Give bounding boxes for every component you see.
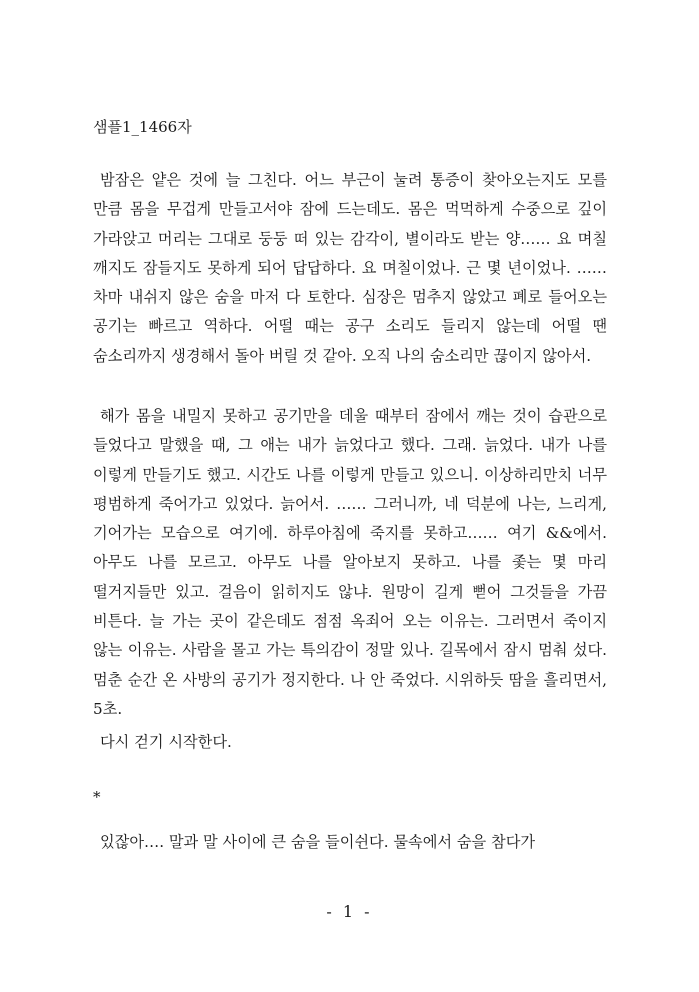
paragraph-2-text: 해가 몸을 내밀지 못하고 공기만을 데울 때부터 잠에서 깨는 것이 습관으로 들었다고 말했을 때, 그 애는 내가 늙었다고 했다. 그래. 늙었다. 내가 나를 이렇게 만들기도 했고. 시간도 나를 이렇게 만들고 있으니. 이상하리만치 너무 평범하게 죽어가고 있었다. 늙어서. …… 그러니까, 네 덕분에 나는, 느리게, 기어가는 모습으로 여기에. 하루아침에 죽지를 못하고…… 여기 &&에서. 아무도 나를 모르고. 아무도 나를 알아보지 못하고. 나를 좇는 몇 마리 떨거지들만 있고. 걸음이 읽히지도 않냐. 원망이 길게 뻗어 그것들을 가끔 비튼다. 늘 가는 곳이 같은데도 점점 옥죄어 오는 이유는. 그러면서 죽이지 않는 이유는. 사람을 몰고 가는 특의감이 정말 있나. 길목에서 잠시 멈춰 섰다. 멈춘 순간 온 사방의 공기가 정지한다. 나 안 죽었다. 시위하듯 땀을 흘리면서, 5초. <box>93 407 607 718</box>
document-title: 샘플1_1466자 <box>93 118 192 136</box>
paragraph-2 <box>93 402 607 724</box>
paragraph-4 <box>93 828 607 857</box>
paragraph-3-text: 다시 걷기 시작한다. <box>100 733 232 751</box>
paragraph-1-text: 밤잠은 얕은 것에 늘 그친다. 어느 부근이 눌려 통증이 찾아오는지도 모를 만큼 몸을 무겁게 만들고서야 잠에 드는데도. 몸은 먹먹하게 수중으로 깊이 가라앉고 머리는 그대로 둥둥 떠 있는 감각이, 별이라도 받는 양…… 요 며칠 깨지도 잠들지도 못하게 되어 답답하다. 요 며칠이었나. 근 몇 년이었나. …… 차마 내쉬지 않은 숨을 마저 다 토한다. 심장은 멈추지 않았고 폐로 들어오는 공기는 빠르고 역하다. 어떨 때는 공구 소리도 들리지 않는데 어떨 땐 숨소리까지 생경해서 돌아 버릴 것 같아. 오직 나의 숨소리만 끊이지 않아서. <box>93 171 607 365</box>
section-separator: * <box>93 788 101 806</box>
paragraph-4-text: 있잖아…. 말과 말 사이에 큰 숨을 들이쉰다. 물속에서 숨을 참다가 <box>100 833 536 851</box>
page-number: - 1 - <box>326 902 373 921</box>
paragraph-1 <box>93 166 607 371</box>
paragraph-3 <box>93 728 607 757</box>
